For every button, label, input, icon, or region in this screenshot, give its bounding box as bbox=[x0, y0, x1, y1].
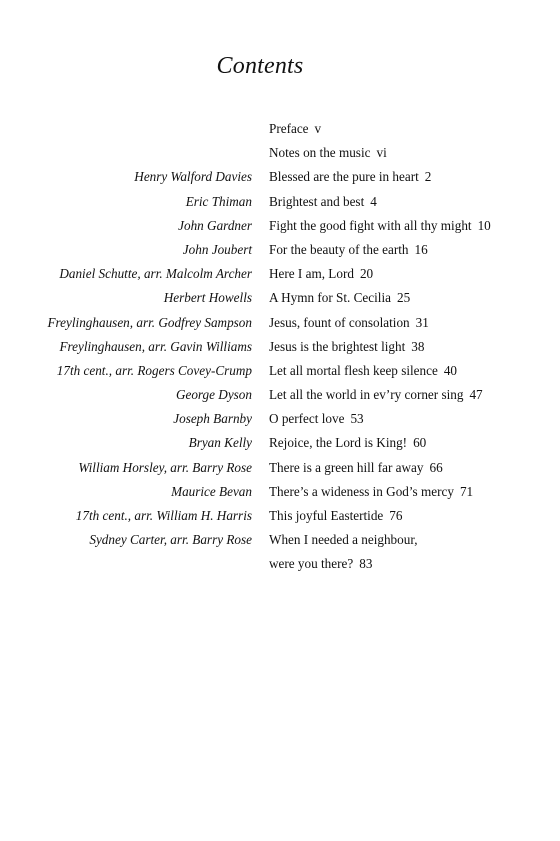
page-number: 47 bbox=[469, 387, 483, 403]
entry-title bbox=[269, 528, 424, 552]
composer-name: Bryan Kelly bbox=[188, 435, 252, 451]
title-text: Let all mortal flesh keep silence bbox=[269, 362, 438, 378]
contents-entry bbox=[0, 456, 560, 480]
contents-entry bbox=[0, 504, 560, 528]
title-text: were you there? bbox=[269, 556, 354, 572]
contents-entry bbox=[0, 480, 560, 504]
composer-name: John Gardner bbox=[178, 217, 252, 233]
page-number: 40 bbox=[443, 362, 457, 378]
entry-title bbox=[269, 407, 364, 431]
entry-title bbox=[269, 311, 429, 335]
contents-entry bbox=[0, 359, 560, 383]
contents-entry bbox=[0, 214, 560, 238]
entry-title bbox=[269, 238, 428, 262]
entry-title bbox=[269, 480, 473, 504]
page-number: 31 bbox=[415, 314, 429, 330]
entry-title bbox=[269, 165, 431, 189]
title-text: There’s a wideness in God’s mercy bbox=[269, 483, 454, 499]
entry-title bbox=[269, 335, 424, 359]
contents-entry bbox=[0, 407, 560, 431]
title-text: There is a green hill far away bbox=[269, 459, 424, 475]
contents-entry bbox=[0, 141, 560, 165]
composer-name: Freylinghausen, arr. Godfrey Sampson bbox=[47, 314, 252, 330]
title-text: Blessed are the pure in heart bbox=[269, 169, 419, 185]
title-text: Let all the world in ev’ry corner sing bbox=[269, 387, 464, 403]
entry-title bbox=[269, 214, 491, 238]
entry-title bbox=[269, 117, 321, 141]
page-number: 60 bbox=[413, 435, 427, 451]
contents-entry bbox=[0, 117, 560, 141]
contents-entry bbox=[0, 262, 560, 286]
page-number: 2 bbox=[424, 169, 432, 185]
contents-entry bbox=[0, 528, 560, 552]
composer-name: 17th cent., arr. Rogers Covey-Crump bbox=[56, 362, 252, 378]
page-number: 10 bbox=[477, 217, 491, 233]
title-text: Here I am, Lord bbox=[269, 266, 354, 282]
contents-entry bbox=[0, 431, 560, 455]
contents-entry bbox=[0, 335, 560, 359]
title-text: Jesus is the brightest light bbox=[269, 338, 406, 354]
contents-entry bbox=[0, 165, 560, 189]
page-title: Contents bbox=[216, 53, 304, 79]
entry-title bbox=[269, 504, 402, 528]
title-text: For the beauty of the earth bbox=[269, 241, 409, 257]
contents-entry bbox=[0, 238, 560, 262]
composer-name: Herbert Howells bbox=[163, 290, 252, 306]
page-number: v bbox=[314, 121, 322, 136]
entry-title bbox=[269, 141, 387, 165]
page-number: 66 bbox=[429, 459, 443, 475]
composer-name: George Dyson bbox=[175, 387, 252, 403]
page-number: 38 bbox=[411, 338, 425, 354]
entry-title bbox=[269, 456, 443, 480]
contents-entry bbox=[0, 552, 560, 576]
title-text: Jesus, fount of consolation bbox=[269, 314, 410, 330]
title-text: Brightest and best bbox=[269, 193, 365, 209]
composer-name: Eric Thiman bbox=[185, 193, 252, 209]
entry-title bbox=[269, 383, 483, 407]
page-number: 25 bbox=[396, 290, 411, 306]
page-number: 71 bbox=[459, 483, 474, 499]
composer-name: William Horsley, arr. Barry Rose bbox=[78, 459, 252, 475]
entry-title bbox=[269, 359, 457, 383]
contents-entry bbox=[0, 383, 560, 407]
composer-name: Daniel Schutte, arr. Malcolm Archer bbox=[59, 266, 252, 282]
title-text: Rejoice, the Lord is King! bbox=[269, 435, 408, 451]
title-text: This joyful Eastertide bbox=[269, 508, 384, 523]
composer-name: 17th cent., arr. William H. Harris bbox=[75, 508, 252, 523]
contents-entry bbox=[0, 311, 560, 335]
title-text: When I needed a neighbour, bbox=[269, 532, 418, 548]
composer-name: Maurice Bevan bbox=[171, 483, 252, 499]
contents-entry bbox=[0, 286, 560, 310]
page-number: 83 bbox=[359, 556, 373, 572]
contents-list bbox=[0, 117, 560, 577]
page-number: 20 bbox=[359, 266, 374, 282]
page-number: vi bbox=[376, 145, 387, 161]
entry-title bbox=[269, 190, 377, 214]
page-number: 16 bbox=[414, 241, 428, 257]
composer-name: John Joubert bbox=[182, 241, 252, 257]
title-text: Fight the good fight with all thy might bbox=[269, 217, 472, 233]
entry-title bbox=[269, 262, 373, 286]
composer-name: Freylinghausen, arr. Gavin Williams bbox=[59, 338, 252, 354]
composer-name: Joseph Barnby bbox=[173, 411, 252, 427]
title-text: A Hymn for St. Cecilia bbox=[269, 290, 391, 306]
title-text: Notes on the music bbox=[269, 145, 371, 161]
title-text: O perfect love bbox=[269, 411, 345, 427]
entry-title bbox=[269, 431, 426, 455]
page-number: 53 bbox=[350, 411, 364, 427]
composer-name: Henry Walford Davies bbox=[134, 169, 252, 185]
title-text: Preface bbox=[269, 121, 309, 136]
page-number: 4 bbox=[370, 193, 377, 209]
entry-title bbox=[269, 286, 410, 310]
composer-name: Sydney Carter, arr. Barry Rose bbox=[89, 532, 252, 548]
entry-title bbox=[269, 552, 372, 576]
contents-entry bbox=[0, 190, 560, 214]
page-number: 76 bbox=[389, 508, 403, 523]
